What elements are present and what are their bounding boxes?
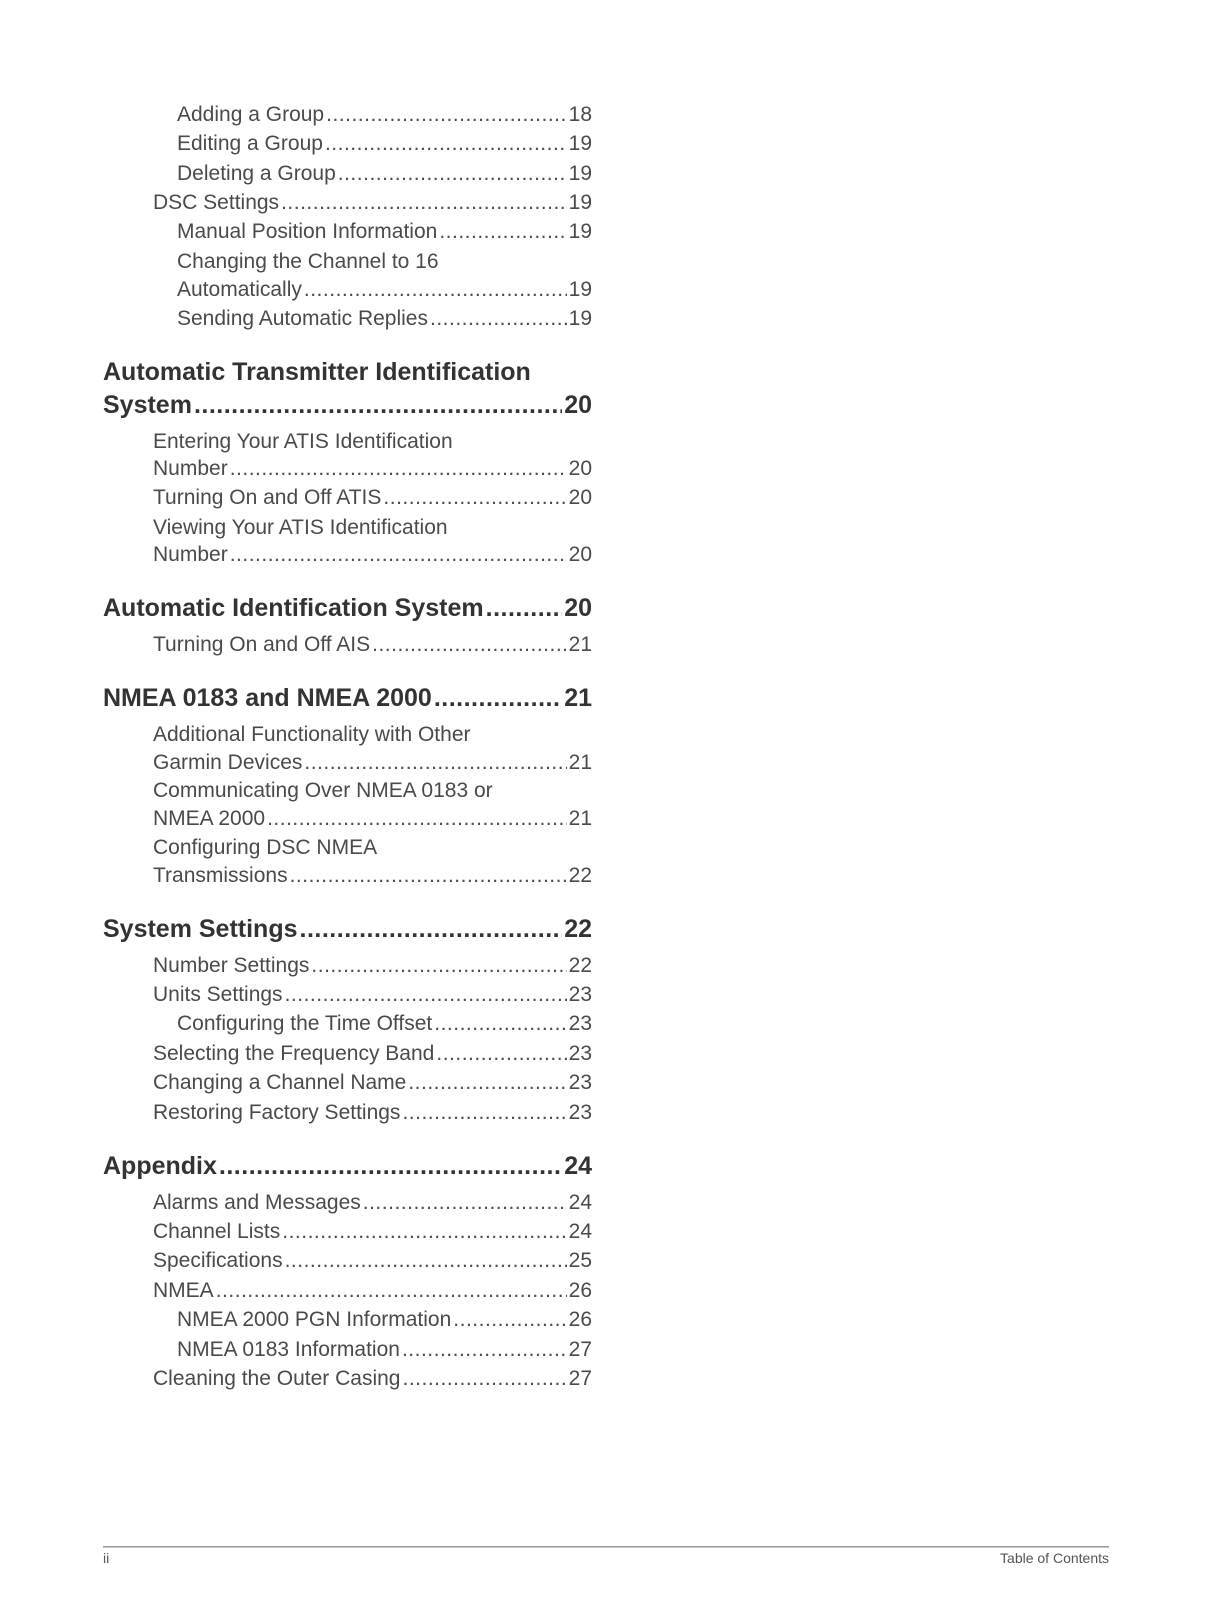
dot-leader (285, 980, 567, 1009)
toc-entry-label: Editing a Group (177, 132, 323, 155)
toc-entry-cleaning-outer-casing[interactable] (153, 1364, 592, 1393)
toc-heading-ais[interactable] (103, 592, 592, 625)
toc-heading-appendix[interactable] (103, 1150, 592, 1183)
toc-entry-label: NMEA 0183 Information (177, 1338, 400, 1361)
dot-leader (402, 1098, 566, 1127)
toc-entry-page: 19 (568, 220, 592, 243)
toc-heading-page: 20 (564, 594, 592, 622)
toc-entry-page: 22 (568, 864, 592, 887)
toc-heading-nmea[interactable] (103, 682, 592, 715)
dot-leader (290, 861, 567, 890)
dot-leader (436, 1039, 566, 1068)
toc-entry-label: Restoring Factory Settings (153, 1101, 401, 1124)
toc-entry-restoring-factory-settings[interactable] (153, 1098, 592, 1127)
toc-entry-manual-position-information[interactable] (177, 217, 592, 246)
toc-entry-sending-automatic-replies[interactable] (177, 304, 592, 333)
toc-entry-nmea[interactable] (153, 1276, 592, 1305)
toc-entry-label: Deleting a Group (177, 162, 336, 185)
dot-leader (383, 483, 566, 512)
toc-entry-viewing-atis-line1[interactable]: Viewing Your ATIS Identification (153, 516, 448, 539)
toc-entry-label: DSC Settings (153, 191, 280, 214)
toc-entry-changing-channel-16[interactable] (177, 275, 592, 304)
toc-entry-page: 18 (568, 103, 592, 126)
toc-entry-nmea-2000-pgn-information[interactable] (177, 1305, 592, 1334)
toc-entry-page: 23 (568, 1042, 592, 1065)
dot-leader (285, 1246, 567, 1275)
dot-leader (219, 1150, 562, 1183)
toc-entry-units-settings[interactable] (153, 980, 592, 1009)
toc-entry-communicating-nmea-line1[interactable]: Communicating Over NMEA 0183 or (153, 779, 493, 802)
dot-leader (325, 129, 567, 158)
toc-entry-configuring-dsc-nmea[interactable] (153, 861, 592, 890)
dot-leader (434, 1009, 566, 1038)
dot-leader (281, 188, 567, 217)
toc-heading-page: 21 (564, 684, 592, 712)
toc-entry-label: Channel Lists (153, 1220, 281, 1243)
dot-leader (402, 1335, 567, 1364)
toc-entry-label: Sending Automatic Replies (177, 307, 428, 330)
toc-entry-specifications[interactable] (153, 1246, 592, 1275)
toc-entry-page: 19 (568, 132, 592, 155)
toc-heading-page: 20 (564, 391, 592, 419)
toc-heading-label: Appendix (103, 1152, 217, 1180)
toc-entry-label: Number Settings (153, 954, 310, 977)
toc-heading-page: 22 (564, 915, 592, 943)
toc-entry-label: Selecting the Frequency Band (153, 1042, 435, 1065)
toc-heading-page: 24 (564, 1152, 592, 1180)
toc-heading-system-settings[interactable] (103, 913, 592, 946)
toc-heading-atis-line1[interactable]: Automatic Transmitter Identification (103, 358, 531, 386)
toc-entry-selecting-frequency-band[interactable] (153, 1039, 592, 1068)
dot-leader (434, 682, 562, 715)
toc-entry-page: 24 (568, 1191, 592, 1214)
toc-entry-label: NMEA 2000 PGN Information (177, 1308, 452, 1331)
toc-entry-page: 19 (568, 191, 592, 214)
toc-entry-page: 22 (568, 954, 592, 977)
toc-entry-entering-atis[interactable] (153, 454, 592, 483)
dot-leader (439, 217, 566, 246)
toc-entry-label: Manual Position Information (177, 220, 438, 243)
toc-entry-configuring-time-offset[interactable] (177, 1009, 592, 1038)
toc-entry-label: Transmissions (153, 864, 288, 887)
dot-leader (282, 1217, 566, 1246)
toc-entry-turning-on-off-ais[interactable] (153, 630, 592, 659)
toc-entry-label: NMEA (153, 1279, 214, 1302)
toc-entry-label: Number (153, 457, 228, 480)
toc-heading-label: Automatic Identification System (103, 594, 484, 622)
footer-divider (103, 1546, 1109, 1548)
toc-entry-label: Garmin Devices (153, 751, 303, 774)
dot-leader (326, 100, 567, 129)
toc-entry-page: 23 (568, 1012, 592, 1035)
dot-leader (194, 389, 562, 422)
toc-entry-label: Turning On and Off ATIS (153, 486, 382, 509)
toc-entry-changing-channel-name[interactable] (153, 1068, 592, 1097)
toc-entry-entering-atis-line1[interactable]: Entering Your ATIS Identification (153, 430, 453, 453)
dot-leader (230, 540, 567, 569)
toc-entry-adding-a-group[interactable] (177, 100, 592, 129)
toc-entry-page: 26 (568, 1279, 592, 1302)
toc-entry-channel-lists[interactable] (153, 1217, 592, 1246)
toc-entry-page: 26 (568, 1308, 592, 1331)
footer-page-number: ii (103, 1550, 110, 1566)
dot-leader (300, 913, 563, 946)
toc-entry-label: Configuring the Time Offset (177, 1012, 433, 1035)
dot-leader (363, 1188, 567, 1217)
toc-entry-label: Alarms and Messages (153, 1191, 361, 1214)
toc-entry-label: Cleaning the Outer Casing (153, 1367, 401, 1390)
dot-leader (304, 748, 566, 777)
dot-leader (430, 304, 567, 333)
dot-leader (372, 630, 567, 659)
toc-entry-label: Changing a Channel Name (153, 1071, 407, 1094)
toc-entry-page: 21 (568, 751, 592, 774)
toc-heading-label: NMEA 0183 and NMEA 2000 (103, 684, 432, 712)
toc-entry-page: 20 (568, 543, 592, 566)
toc-entry-page: 27 (568, 1367, 592, 1390)
toc-entry-nmea-0183-information[interactable] (177, 1335, 592, 1364)
toc-entry-configuring-dsc-nmea-line1[interactable]: Configuring DSC NMEA (153, 836, 378, 859)
toc-entry-page: 20 (568, 486, 592, 509)
toc-entry-label: Specifications (153, 1249, 283, 1272)
toc-entry-additional-functionality-line1[interactable]: Additional Functionality with Other (153, 723, 471, 746)
toc-entry-alarms-and-messages[interactable] (153, 1188, 592, 1217)
dot-leader (267, 804, 567, 833)
toc-entry-viewing-atis[interactable] (153, 540, 592, 569)
toc-entry-page: 19 (568, 162, 592, 185)
toc-entry-page: 25 (568, 1249, 592, 1272)
toc-entry-page: 19 (568, 278, 592, 301)
toc-entry-page: 20 (568, 457, 592, 480)
dot-leader (230, 454, 567, 483)
dot-leader (402, 1364, 566, 1393)
toc-entry-page: 21 (568, 807, 592, 830)
toc-entry-additional-functionality[interactable] (153, 748, 592, 777)
dot-leader (453, 1305, 566, 1334)
dot-leader (311, 951, 566, 980)
toc-entry-page: 23 (568, 1071, 592, 1094)
dot-leader (486, 592, 563, 625)
dot-leader (408, 1068, 566, 1097)
dot-leader (216, 1276, 567, 1305)
toc-entry-page: 21 (568, 633, 592, 656)
toc-entry-page: 23 (568, 1101, 592, 1124)
dot-leader (304, 275, 567, 304)
toc-entry-page: 19 (568, 307, 592, 330)
toc-entry-label: Units Settings (153, 983, 283, 1006)
toc-entry-communicating-nmea[interactable] (153, 804, 592, 833)
toc-entry-label: Adding a Group (177, 103, 325, 126)
toc-entry-label: Automatically (177, 278, 302, 301)
toc-entry-deleting-a-group[interactable] (177, 159, 592, 188)
toc-entry-turning-on-off-atis[interactable] (153, 483, 592, 512)
toc-entry-label: Turning On and Off AIS (153, 633, 371, 656)
toc-entry-page: 23 (568, 983, 592, 1006)
toc-heading-label: System (103, 391, 192, 419)
toc-entry-dsc-settings[interactable] (153, 188, 592, 217)
toc-heading-label: System Settings (103, 915, 298, 943)
toc-entry-label: Number (153, 543, 228, 566)
dot-leader (338, 159, 567, 188)
toc-entry-changing-channel-16-line1[interactable]: Changing the Channel to 16 (177, 250, 439, 273)
footer-section-title: Table of Contents (1000, 1550, 1109, 1566)
toc-entry-number-settings[interactable] (153, 951, 592, 980)
toc-entry-editing-a-group[interactable] (177, 129, 592, 158)
toc-entry-page: 24 (568, 1220, 592, 1243)
toc-heading-atis[interactable] (103, 389, 592, 422)
toc-entry-page: 27 (568, 1338, 592, 1361)
toc-entry-label: NMEA 2000 (153, 807, 266, 830)
